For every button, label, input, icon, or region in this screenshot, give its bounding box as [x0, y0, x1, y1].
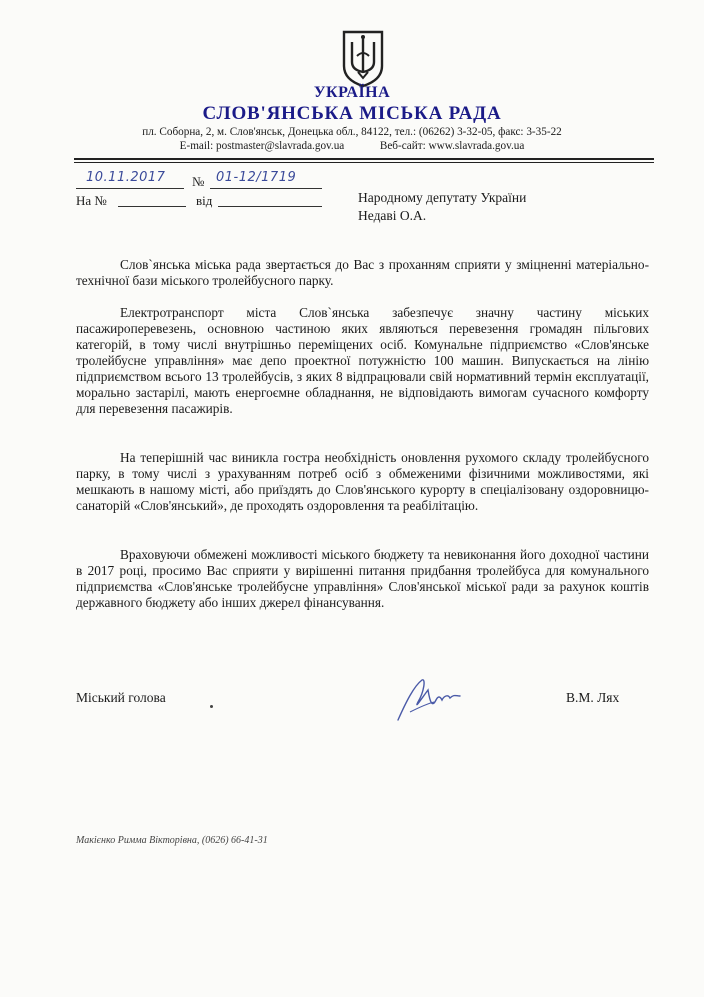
signatory-name: В.М. Лях — [566, 690, 620, 705]
scan-speck — [210, 705, 213, 708]
body-paragraph-4: Враховуючи обмежені можливості міського бюджету та невиконання його доходної частини в 2017 році, просимо Вас сприяти у вирішенні питання придбання тролейбуса для комунального підприємства «Слов'янське тролейбусне управління» Слов'янської міської ради за рахунок коштів державного бюджету або інших джерел фінансування. — [76, 547, 649, 610]
outgoing-number: 01-12/1719 — [216, 170, 297, 185]
recipient-title: Народному депутату України — [358, 190, 527, 205]
country-heading: УКРАЇНА — [313, 84, 391, 101]
number-underline — [210, 188, 322, 189]
incoming-date-line — [218, 206, 322, 207]
handwritten-signature — [392, 672, 478, 724]
incoming-number-label: На № — [76, 193, 107, 208]
letterhead-divider — [74, 158, 654, 160]
incoming-from-label: від — [196, 193, 213, 208]
body-paragraph-1: Слов`янська міська рада звертається до Вас з проханням сприяти у зміцненні матеріально-технічної бази міського тролейбусного парку. — [76, 257, 649, 288]
council-heading: СЛОВ'ЯНСЬКА МІСЬКА РАДА — [202, 103, 502, 124]
council-email: E-mail: postmaster@slavrada.gov.ua — [179, 140, 345, 152]
incoming-number-line — [118, 206, 186, 207]
outgoing-date: 10.11.2017 — [86, 170, 166, 185]
body-paragraph-3: На теперішній час виникла гостра необхідність оновлення рухомого складу тролейбусного парку, в тому числі з урахуванням потреб осіб з обмеженими фізичними можливостями, які мешкають в нашому місті, або приїздять до Слов'янського курорту в спеціалізовану оздоровницю-санаторій «Слов'янський», де проходять оздоровлення та реабілітацію. — [76, 450, 649, 513]
body-paragraph-2: Електротранспорт міста Слов`янська забезпечує значну частину міських пасажироперевезень, основною частиною яких являються перевезення громадян пільгових категорій, в тому числі внутрішньо переміщених осіб. Комунальне підприємство «Слов'янське тролейбусне управління» має депо проектної потужністю 100 машин. Випускається на лінію підприємством всього 13 тролейбусів, з яких 8 відпрацювали свій нормативний термін експлуатації, морально застарілі, мають енергоємне обладнання, не відповідають вимогам сучасного комфорту для перевезення пасажирів. — [76, 305, 649, 416]
council-address: пл. Соборна, 2, м. Слов'янськ, Донецька обл., 84122, тел.: (06262) 3-32-05, факс: 3-35-22 — [142, 126, 562, 138]
recipient-name: Недаві О.А. — [358, 208, 427, 223]
letterhead-divider-thin — [74, 162, 654, 163]
coat-of-arms-icon — [340, 28, 386, 88]
executor-contact: Макієнко Римма Вікторівна, (0626) 66-41-31 — [76, 835, 268, 846]
council-website: Веб-сайт: www.slavrada.gov.ua — [379, 140, 525, 152]
outgoing-number-label: № — [192, 174, 205, 189]
council-contacts — [0, 140, 704, 152]
signatory-position: Міський голова — [76, 690, 166, 705]
date-underline — [76, 188, 184, 189]
